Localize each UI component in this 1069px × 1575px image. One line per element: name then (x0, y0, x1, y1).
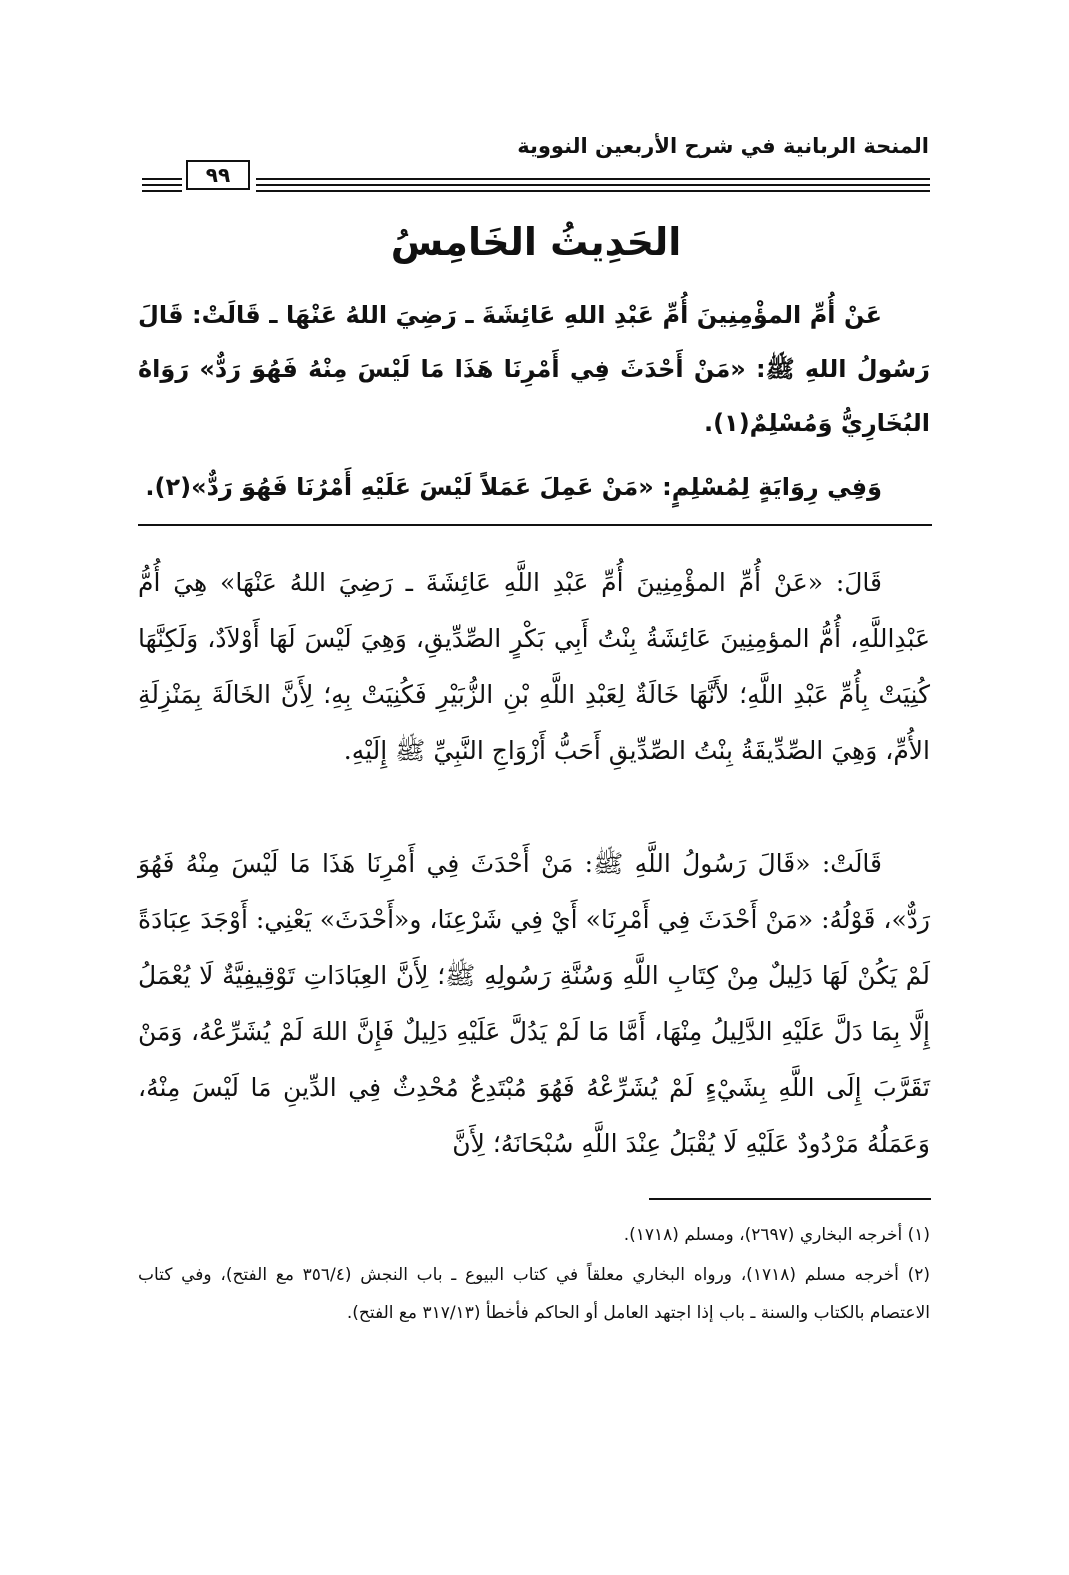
running-title: المنحة الربانية في شرح الأربعين النووية (517, 134, 929, 158)
section-separator (138, 524, 932, 526)
commentary-paragraph: قَالَ: «عَنْ أُمِّ المؤْمِنِينَ أُمِّ عَبْدِ اللَّهِ عَائِشَةَ ـ رَضِيَ اللهُ عَنْهَا» هِيَ أُمُّ عَبْدِاللَّهِ، أُمُّ المؤمِنِينَ عَائِشَةُ بِنْتُ أَبِي بَكْرٍ الصِّدِّيقِ، وَهِيَ لَيْسَ لَهَا أَوْلاَدٌ، وَلَكِنَّهَا كُنِيَتْ بِأُمِّ عَبْدِ اللَّهِ؛ لأَنَّهَا خَالَةٌ لِعَبْدِ اللَّهِ بْنِ الزُّبَيْرِ فَكُنِيَتْ بِهِ؛ لِأَنَّ الخَالَةَ بِمَنْزِلَةِ الأُمِّ، وَهِيَ الصِّدِّيقَةُ بِنْتُ الصِّدِّيقِ أَحَبُّ أَزْوَاجِ النَّبِيِّ ﷺ إِلَيْهِ. (138, 568, 930, 765)
footnote: (٢) أخرجه مسلم (١٧١٨)، ورواه البخاري معلقاً في كتاب البيوع ـ باب النجش (٣٥٦/٤ مع الفتح)، وفي كتاب الاعتصام بالكتاب والسنة ـ باب إذا اجتهد العامل أو الحاكم فأخطأ (٣١٧/١٣ مع الفتح). (138, 1265, 930, 1323)
hadith-text: عَنْ أُمِّ المؤْمِنِينَ أُمِّ عَبْدِ اللهِ عَائِشَةَ ـ رَضِيَ اللهُ عَنْهَا ـ قَالَتْ: قَالَ رَسُولُ اللهِ ﷺ: «مَنْ أَحْدَثَ فِي أَمْرِنَا هَذَا مَا لَيْسَ مِنْهُ فَهُوَ رَدٌّ» رَوَاهُ البُخَارِيُّ وَمُسْلِمٌ(١). (138, 301, 930, 437)
footnote: (١) أخرجه البخاري (٢٦٩٧)، ومسلم (١٧١٨). (623, 1225, 930, 1245)
header-rule (142, 172, 930, 198)
hadith-muslim-narration: وَفِي رِوَايَةٍ لِمُسْلِمٍ: «مَنْ عَمِلَ عَمَلاً لَيْسَ عَلَيْهِ أَمْرُنَا فَهُوَ رَدٌّ»(٢). (145, 473, 882, 501)
commentary-paragraph: قَالَتْ: «قَالَ رَسُولُ اللَّهِ ﷺ: مَنْ أَحْدَثَ فِي أَمْرِنَا هَذَا مَا لَيْسَ مِنْهُ فَهُوَ رَدٌّ»، قَوْلُهُ: «مَنْ أَحْدَثَ فِي أَمْرِنَا» أَيْ فِي شَرْعِنَا، و«أَحْدَثَ» يَعْنِي: أَوْجَدَ عِبَادَةً لَمْ يَكُنْ لَهَا دَلِيلٌ مِنْ كِتَابِ اللَّهِ وَسُنَّةِ رَسُولِهِ ﷺ؛ لِأَنَّ العِبَادَاتِ تَوْقِيفِيَّةٌ لَا يُعْمَلُ إِلَّا بِمَا دَلَّ عَلَيْهِ الدَّلِيلُ مِنْهَا، أَمَّا مَا لَمْ يَدُلَّ عَلَيْهِ دَلِيلٌ فَإِنَّ اللهَ لَمْ يُشَرِّعْهُ، وَمَنْ تَقَرَّبَ إِلَى اللَّهِ بِشَيْءٍ لَمْ يُشَرِّعْهُ فَهُوَ مُبْتَدِعٌ مُحْدِثٌ فِي الدِّينِ مَا لَيْسَ مِنْهُ، وَعَمَلُهُ مَرْدُودٌ عَلَيْهِ لَا يُقْبَلُ عِنْدَ اللَّهِ سُبْحَانَهُ؛ لِأَنَّ (138, 849, 930, 1158)
footnote-rule (649, 1198, 931, 1200)
chapter-title: الحَدِيثُ الخَامِسُ (390, 220, 682, 264)
page-number: ٩٩ (186, 160, 250, 190)
